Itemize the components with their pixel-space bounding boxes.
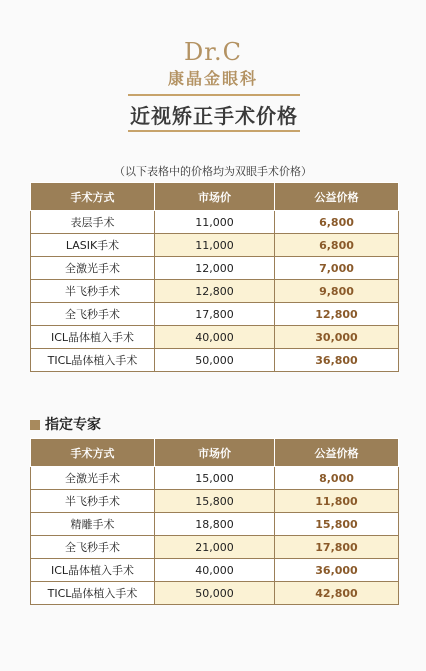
title-rule-top <box>128 94 300 96</box>
price-table-standard <box>30 182 399 372</box>
procedure-cell: ICL晶体植入手术 <box>31 559 155 582</box>
market-price-cell: 15,000 <box>155 467 275 490</box>
table-header-row <box>31 439 399 467</box>
table-row <box>31 536 399 559</box>
charity-price-cell: 6,800 <box>275 234 399 257</box>
table-row <box>31 257 399 280</box>
header-charity-price: 公益价格 <box>275 183 399 211</box>
charity-price-cell: 6,800 <box>275 211 399 234</box>
market-price-cell: 12,000 <box>155 257 275 280</box>
charity-price-cell: 7,000 <box>275 257 399 280</box>
table-row <box>31 280 399 303</box>
charity-price-cell: 15,800 <box>275 513 399 536</box>
charity-price-cell: 17,800 <box>275 536 399 559</box>
header-market-price: 市场价 <box>155 439 275 467</box>
market-price-cell: 11,000 <box>155 234 275 257</box>
table-row <box>31 326 399 349</box>
procedure-cell: 半飞秒手术 <box>31 490 155 513</box>
market-price-cell: 21,000 <box>155 536 275 559</box>
logo-text: Dr.C <box>183 38 243 66</box>
table-row <box>31 582 399 605</box>
procedure-cell: 全激光手术 <box>31 467 155 490</box>
procedure-cell: 半飞秒手术 <box>31 280 155 303</box>
header-charity-price: 公益价格 <box>275 439 399 467</box>
table-row <box>31 303 399 326</box>
charity-price-cell: 42,800 <box>275 582 399 605</box>
table-row <box>31 211 399 234</box>
procedure-cell: LASIK手术 <box>31 234 155 257</box>
procedure-cell: 精雕手术 <box>31 513 155 536</box>
price-table-expert <box>30 438 399 605</box>
procedure-cell: ICL晶体植入手术 <box>31 326 155 349</box>
header-procedure: 手术方式 <box>31 439 155 467</box>
charity-price-cell: 30,000 <box>275 326 399 349</box>
brand-logo <box>0 38 426 89</box>
market-price-cell: 50,000 <box>155 582 275 605</box>
market-price-cell: 50,000 <box>155 349 275 372</box>
title-banner <box>128 94 300 132</box>
procedure-cell: TICL晶体植入手术 <box>31 349 155 372</box>
procedure-cell: 全飞秒手术 <box>31 303 155 326</box>
procedure-cell: TICL晶体植入手术 <box>31 582 155 605</box>
charity-price-cell: 36,800 <box>275 349 399 372</box>
section-expert <box>30 414 101 434</box>
logo-mark <box>0 38 426 66</box>
header-market-price: 市场价 <box>155 183 275 211</box>
table-row <box>31 349 399 372</box>
header-procedure: 手术方式 <box>31 183 155 211</box>
table-row <box>31 490 399 513</box>
market-price-cell: 40,000 <box>155 559 275 582</box>
brand-name: 康晶金眼科 <box>167 69 258 88</box>
market-price-cell: 40,000 <box>155 326 275 349</box>
table-row <box>31 234 399 257</box>
market-price-cell: 12,800 <box>155 280 275 303</box>
market-price-cell: 18,800 <box>155 513 275 536</box>
table-row <box>31 513 399 536</box>
charity-price-cell: 12,800 <box>275 303 399 326</box>
charity-price-cell: 36,000 <box>275 559 399 582</box>
charity-price-cell: 8,000 <box>275 467 399 490</box>
table-row <box>31 467 399 490</box>
table-row <box>31 559 399 582</box>
market-price-cell: 15,800 <box>155 490 275 513</box>
market-price-cell: 17,800 <box>155 303 275 326</box>
charity-price-cell: 11,800 <box>275 490 399 513</box>
page-title: 近视矫正手术价格 <box>130 104 298 128</box>
procedure-cell: 全激光手术 <box>31 257 155 280</box>
table-header-row <box>31 183 399 211</box>
title-rule-bottom <box>128 130 300 132</box>
section-marker-icon <box>30 420 40 430</box>
market-price-cell: 11,000 <box>155 211 275 234</box>
section-title: 指定专家 <box>45 417 101 433</box>
charity-price-cell: 9,800 <box>275 280 399 303</box>
procedure-cell: 表层手术 <box>31 211 155 234</box>
procedure-cell: 全飞秒手术 <box>31 536 155 559</box>
price-note: （以下表格中的价格均为双眼手术价格） <box>114 165 312 178</box>
